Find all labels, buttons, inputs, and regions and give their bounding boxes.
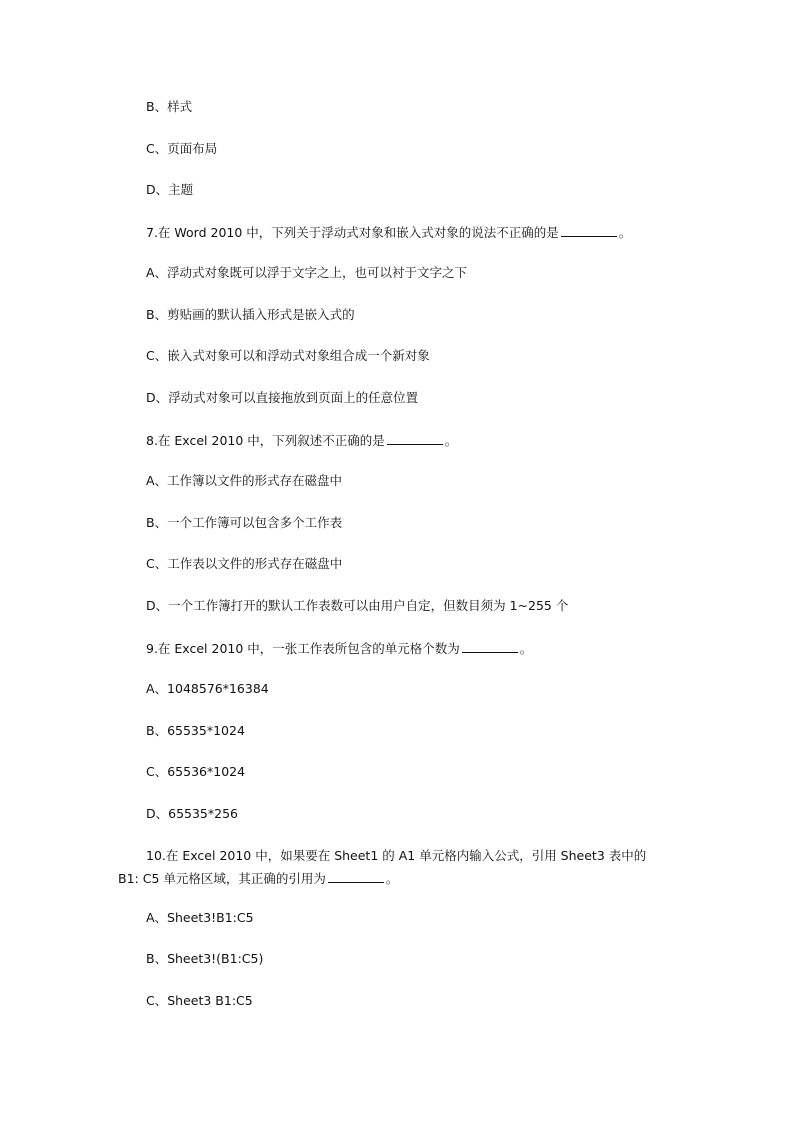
- option-q9-a: A、1048576*16384: [146, 681, 269, 696]
- question-9: 9.在 Excel 2010 中，一张工作表所包含的单元格个数为 。: [146, 641, 533, 656]
- option-q9-d: D、65535*256: [146, 806, 238, 821]
- option-q6-d: D、主题: [146, 182, 194, 197]
- option-q7-d: D、浮动式对象可以直接拖放到页面上的任意位置: [146, 390, 419, 405]
- question-7: 7.在 Word 2010 中，下列关于浮动式对象和嵌入式对象的说法不正确的是 。: [146, 225, 632, 240]
- option-q6-c: C、页面布局: [146, 141, 218, 156]
- option-q7-a: A、浮动式对象既可以浮于文字之上，也可以衬于文字之下: [146, 265, 468, 280]
- option-q10-a: A、Sheet3!B1:C5: [146, 910, 254, 925]
- option-q9-b: B、65535*1024: [146, 723, 245, 738]
- option-q10-c: C、Sheet3 B1:C5: [146, 993, 253, 1008]
- option-q8-a: A、工作簿以文件的形式存在磁盘中: [146, 473, 343, 488]
- question-8: 8.在 Excel 2010 中，下列叙述不正确的是 。: [146, 433, 458, 448]
- option-q7-c: C、嵌入式对象可以和浮动式对象组合成一个新对象: [146, 348, 430, 363]
- answer-blank: [462, 640, 518, 653]
- option-q9-c: C、65536*1024: [146, 764, 246, 779]
- option-q8-d: D、一个工作簿打开的默认工作表数可以由用户自定，但数目须为 1~255 个: [146, 598, 569, 613]
- option-q6-b: B、样式: [146, 99, 193, 114]
- question-10-continuation: B1: C5 单元格区域，其正确的引用为 。: [118, 871, 399, 886]
- option-q8-b: B、一个工作簿可以包含多个工作表: [146, 515, 343, 530]
- answer-blank: [328, 870, 384, 883]
- option-q8-c: C、工作表以文件的形式存在磁盘中: [146, 556, 343, 571]
- answer-blank: [561, 224, 617, 237]
- option-q7-b: B、剪贴画的默认插入形式是嵌入式的: [146, 307, 355, 322]
- question-10: 10.在 Excel 2010 中，如果要在 Sheet1 的 A1 单元格内输入公式，引用 Sheet3 表中的: [146, 848, 647, 863]
- option-q10-b: B、Sheet3!(B1:C5): [146, 951, 264, 966]
- answer-blank: [387, 432, 443, 445]
